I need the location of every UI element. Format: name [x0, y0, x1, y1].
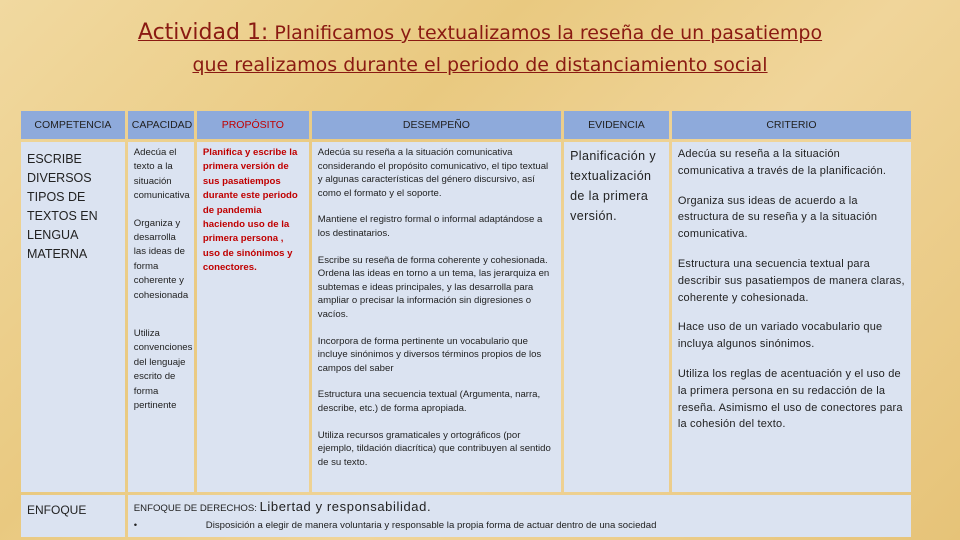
page-title	[0, 20, 960, 45]
desempeno-item: Estructura una secuencia textual (Argumenta, narra, describe, etc.) de forma apropiada.	[317, 389, 541, 414]
criterio-item: Adecúa su reseña a la situación comunicativa a través de la planificación.	[677, 148, 887, 177]
enfoque-prefix: ENFOQUE DE DERECHOS:	[133, 503, 260, 514]
desempeno-cell	[312, 142, 561, 492]
capacidad-item: Adecúa el texto a la situación comunicativa	[133, 147, 190, 202]
criterio-item: Organiza sus ideas de acuerdo a la estructura de su reseña y a la situación comunicativa.	[677, 194, 878, 241]
header-proposito: PROPÓSITO	[197, 111, 309, 139]
evidencia-cell: Planificación y textualización de la primera versión.	[564, 142, 669, 492]
enfoque-cell	[128, 495, 911, 537]
capacidad-item: Organiza y desarrolla las ideas de forma coherente y cohesionada	[133, 217, 189, 301]
title-text: Planificamos y textualizamos la reseña de un pasatiempo	[268, 22, 823, 44]
criterio-cell	[672, 142, 911, 492]
enfoque-bullet-text: Disposición a elegir de manera voluntaria y responsable la propia forma de actuar dentro de una sociedad	[205, 520, 657, 531]
proposito-cell	[197, 142, 309, 492]
content-row	[21, 142, 911, 492]
capacidad-item: Utiliza convenciones del lenguaje escrito de forma pertinente	[133, 328, 193, 412]
header-desempeno: DESEMPEÑO	[312, 111, 561, 139]
criterio-item: Utiliza los reglas de acentuación y el uso de la primera persona en su redacción de la reseña. Asimismo el uso de conectores para la cohesión del texto.	[677, 367, 903, 431]
enfoque-bullet	[134, 520, 905, 531]
header-evidencia: EVIDENCIA	[564, 111, 669, 139]
capacidad-cell	[128, 142, 194, 492]
enfoque-value: Libertad y responsabilidad.	[259, 499, 432, 514]
desempeno-item: Adecúa su reseña a la situación comunicativa considerando el propósito comunicativo, el tipo textual y algunas características del género discursivo, así como el formato y el soporte.	[317, 147, 549, 199]
criterio-item: Hace uso de un variado vocabulario que incluya algunos sinónimos.	[677, 321, 883, 351]
enfoque-label: ENFOQUE	[21, 495, 125, 537]
header-row	[21, 111, 911, 139]
activity-label: Actividad 1:	[137, 20, 269, 45]
bullet-icon: •	[133, 520, 138, 531]
desempeno-item: Escribe su reseña de forma coherente y cohesionada. Ordena las ideas en torno a un tema, las jerarquiza en subtemas e ideas principales, y las desarrolla para ampliar o precisar la información sin digresiones o vacíos.	[317, 254, 550, 320]
enfoque-row	[21, 495, 911, 537]
header-capacidad: CAPACIDAD	[128, 111, 194, 139]
competency-table	[18, 108, 914, 540]
page-subtitle: que realizamos durante el periodo de distanciamiento social	[192, 54, 768, 76]
proposito-text: Planifica y escribe la primera versión de sus pasatiempos durante este periodo de pandemia haciendo uso de la primera persona , uso de sinónimos y conectores.	[202, 147, 298, 274]
desempeno-item: Utiliza recursos gramaticales y ortográficos (por ejemplo, tildación diacrítica) que contribuyen al sentido de su texto.	[317, 429, 551, 468]
criterio-item: Estructura una secuencia textual para describir sus pasatiempos de manera claras, coherente y cohesionada.	[677, 257, 905, 304]
header-competencia: COMPETENCIA	[21, 111, 125, 139]
competencia-cell: ESCRIBE DIVERSOS TIPOS DE TEXTOS EN LENGUA MATERNA	[21, 142, 125, 492]
header-criterio: CRITERIO	[672, 111, 911, 139]
desempeno-item: Incorpora de forma pertinente un vocabulario que incluye sinónimos y diversos términos propios de los campos del saber	[317, 335, 542, 374]
enfoque-line	[134, 499, 905, 514]
desempeno-item: Mantiene el registro formal o informal adaptándose a los destinatarios.	[317, 214, 543, 239]
